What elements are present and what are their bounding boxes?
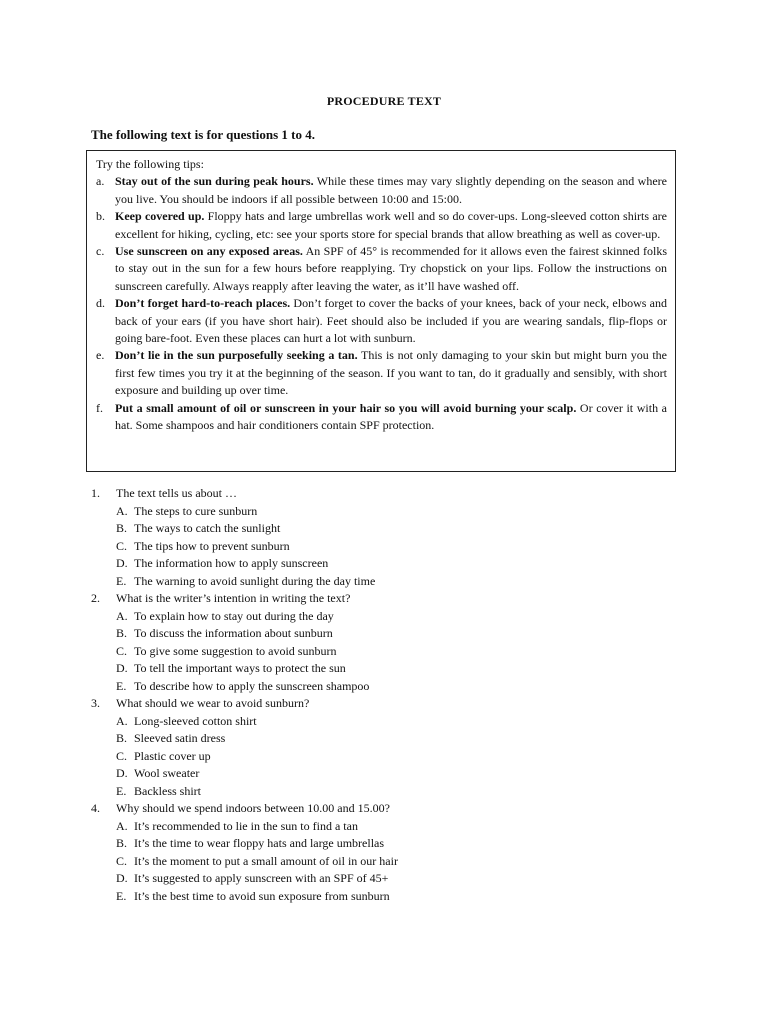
question-row: [91, 485, 651, 503]
question-text: Why should we spend indoors between 10.00 and 15.00?: [116, 801, 390, 815]
tip-title: Put a small amount of oil or sunscreen in your hair so you will avoid burning your scalp.: [115, 400, 577, 415]
tip-title: Don’t forget hard-to-reach places.: [115, 296, 291, 311]
option-letter: B.: [116, 731, 128, 745]
question-number: 4.: [91, 801, 100, 815]
tip-text: Floppy hats and large umbrellas work well and so do cover-ups. Long-sleeved cotton shirts are excellent for hiking, cycling, etc: see your sports store for special brands that allow breathing as well as cover-up.: [115, 209, 667, 241]
answer-option: [91, 608, 651, 626]
questions-list: [91, 485, 651, 905]
option-letter: C.: [116, 853, 128, 868]
question-block: [91, 800, 651, 905]
option-letter: C.: [116, 748, 128, 763]
answer-option: [91, 870, 651, 888]
question-text: The text tells us about …: [116, 486, 237, 500]
question-number: 3.: [91, 696, 100, 710]
option-letter: D.: [116, 661, 128, 675]
tip-body: [115, 400, 667, 435]
answer-option: [91, 625, 651, 643]
tip-item: [96, 208, 667, 243]
answer-option: [91, 835, 651, 853]
option-letter: A.: [116, 713, 128, 728]
tip-item: [96, 173, 667, 208]
tip-item: [96, 347, 667, 399]
option-letter: D.: [116, 766, 128, 780]
option-letter: D.: [116, 556, 128, 570]
option-letter: C.: [116, 643, 128, 658]
answer-option: [91, 765, 651, 783]
tip-item: [96, 295, 667, 347]
question-block: [91, 590, 651, 695]
option-letter: D.: [116, 871, 128, 885]
tip-letter: a.: [96, 174, 105, 189]
question-number: 2.: [91, 591, 100, 605]
option-letter: E.: [116, 888, 127, 903]
option-text: To tell the important ways to protect the sun: [134, 661, 346, 675]
option-letter: A.: [116, 503, 128, 518]
option-text: Sleeved satin dress: [134, 731, 226, 745]
option-letter: E.: [116, 783, 127, 798]
questions-intro: The following text is for questions 1 to 4.: [91, 127, 316, 142]
option-letter: B.: [116, 836, 128, 850]
tip-title: Use sunscreen on any exposed areas.: [115, 244, 303, 259]
tip-letter: b.: [96, 209, 105, 224]
option-text: The steps to cure sunburn: [134, 503, 258, 518]
option-text: The warning to avoid sunlight during the day time: [134, 573, 376, 588]
tip-title: Stay out of the sun during peak hours.: [115, 174, 314, 189]
option-text: Long-sleeved cotton shirt: [134, 713, 257, 728]
option-text: The ways to catch the sunlight: [134, 521, 281, 535]
answer-option: [91, 713, 651, 731]
question-number: 1.: [91, 486, 100, 500]
question-text: What should we wear to avoid sunburn?: [116, 696, 310, 710]
question-row: [91, 800, 651, 818]
answer-option: [91, 538, 651, 556]
tip-text: Or cover it with a hat. Some shampoos and hair conditioners contain SPF protection.: [115, 400, 668, 433]
option-text: Backless shirt: [134, 783, 201, 798]
option-letter: B.: [116, 626, 128, 640]
option-text: To give some suggestion to avoid sunburn: [134, 643, 337, 658]
option-text: It’s the moment to put a small amount of oil in our hair: [134, 853, 398, 868]
question-block: [91, 485, 651, 590]
answer-option: [91, 555, 651, 573]
answer-option: [91, 643, 651, 661]
answer-option: [91, 660, 651, 678]
option-letter: A.: [116, 818, 128, 833]
tip-letter: f.: [96, 400, 103, 415]
option-text: It’s suggested to apply sunscreen with an SPF of 45+: [134, 871, 389, 885]
tip-letter: e.: [96, 348, 105, 363]
option-text: To explain how to stay out during the day: [134, 608, 334, 623]
tip-body: [115, 243, 667, 295]
question-row: [91, 590, 651, 608]
tip-text: This is not only damaging to your skin but might burn you the first few times you try it at the beginning of the season. If you want to tan, do it gradually and sensibly, with short exposure and building up over time.: [115, 348, 668, 398]
tip-text: An SPF of 45° is recommended for it allows even the fairest skinned folks to stay out in the sun for a few hours before reapplying. Try chopstick on your lips. Follow the instructions on sunscreen carefully. Always reapply after leaving the water, as it’ll have washed off.: [115, 244, 667, 293]
answer-option: [91, 573, 651, 591]
tip-title: Don’t lie in the sun purposefully seeking a tan.: [115, 348, 358, 363]
tip-body: [115, 347, 667, 399]
option-text: It’s the time to wear floppy hats and large umbrellas: [134, 836, 385, 850]
tip-item: [96, 243, 667, 295]
tips-list: [96, 173, 667, 434]
tips-lead: Try the following tips:: [96, 157, 204, 171]
question-block: [91, 695, 651, 800]
answer-option: [91, 748, 651, 766]
option-letter: E.: [116, 573, 127, 588]
option-text: The information how to apply sunscreen: [134, 556, 329, 570]
answer-option: [91, 678, 651, 696]
option-letter: A.: [116, 608, 128, 623]
page-title: PROCEDURE TEXT: [326, 94, 442, 108]
option-text: The tips how to prevent sunburn: [134, 538, 290, 553]
answer-option: [91, 783, 651, 801]
answer-option: [91, 888, 651, 906]
answer-option: [91, 520, 651, 538]
tip-body: [115, 208, 667, 243]
tip-text: While these times may vary slightly depending on the season and where you live. You should be indoors if all possible between 10:00 and 15:00.: [115, 174, 667, 206]
tip-letter: c.: [96, 244, 105, 259]
tip-letter: d.: [96, 296, 105, 311]
tip-item: [96, 400, 667, 435]
option-text: To discuss the information about sunburn: [134, 626, 333, 640]
option-text: Plastic cover up: [134, 748, 211, 763]
option-text: It’s recommended to lie in the sun to find a tan: [134, 818, 358, 833]
option-text: Wool sweater: [134, 766, 200, 780]
answer-option: [91, 853, 651, 871]
option-letter: C.: [116, 538, 128, 553]
option-letter: E.: [116, 678, 127, 693]
answer-option: [91, 503, 651, 521]
answer-option: [91, 730, 651, 748]
tip-text: Don’t forget to cover the backs of your knees, back of your neck, elbows and back of your ears (if you have short hair). Feet should also be included if you are wearing sandals, flip-flops or going bare-foot. Even these places can hurt a lot with sunburn.: [115, 296, 667, 346]
question-text: What is the writer’s intention in writing the text?: [116, 591, 351, 605]
tip-title: Keep covered up.: [115, 209, 205, 224]
option-letter: B.: [116, 521, 128, 535]
tip-body: [115, 173, 667, 208]
tips-box: [86, 150, 676, 472]
option-text: It’s the best time to avoid sun exposure from sunburn: [134, 888, 390, 903]
answer-option: [91, 818, 651, 836]
question-row: [91, 695, 651, 713]
tip-body: [115, 295, 667, 347]
option-text: To describe how to apply the sunscreen shampoo: [134, 678, 370, 693]
